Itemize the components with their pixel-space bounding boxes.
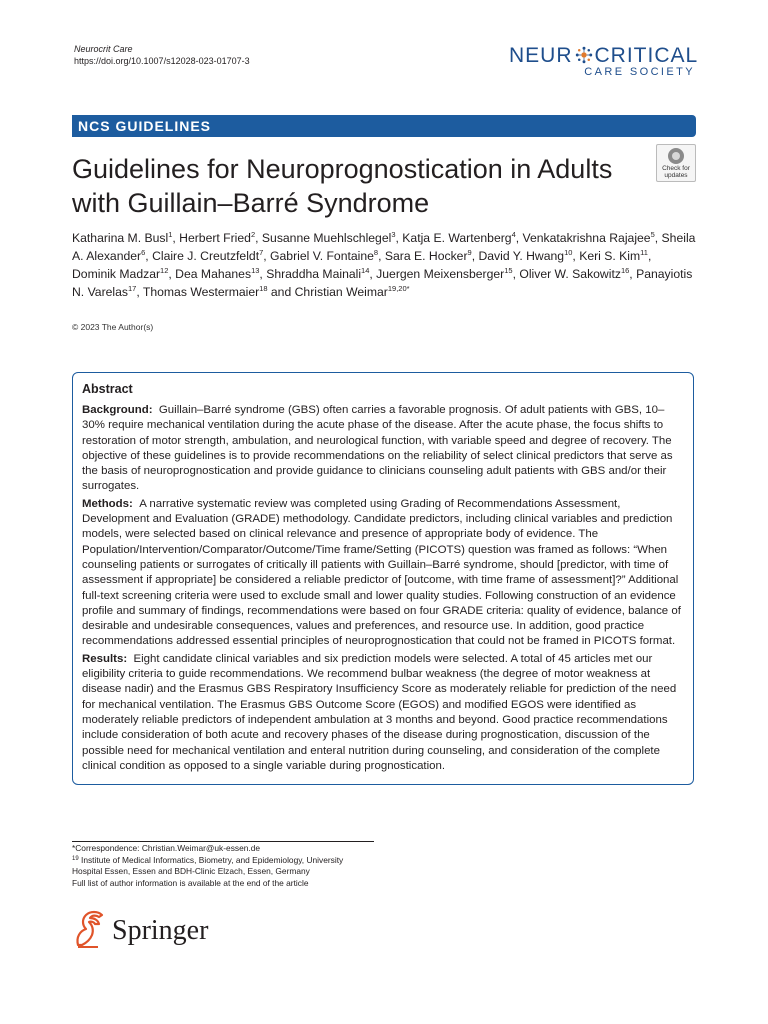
author-affiliation-mark: 13 [251, 266, 260, 275]
author-affiliation-mark: 7 [259, 248, 264, 257]
neurocritical-care-society-logo [509, 44, 699, 80]
author-affiliation-mark: 11 [640, 248, 648, 257]
author-affiliation-mark: 15 [504, 266, 513, 275]
abstract-label-methods: Methods: [82, 497, 133, 510]
abstract-background [82, 403, 686, 495]
abstract-text-results: Eight candidate clinical variables and six prediction models were selected. A total of 45 articles met our eligibility criteria to guide recommendations. We recommend bulbar weakness (the degree of motor weakness at disease nadir) and the Erasmus GBS Respiratory Insufficiency Score as moderately reliable for prediction of the need for mechanical ventilation. The Erasmus GBS Outcome Score (EGOS) and modified EGOS were identified as moderately reliable predictors of independent ambulation at 3 months and beyond. Good practice recommendations include consideration of both acute and recovery phases of the disease during prognostication, discussion of the possible need for mechanical ventilation and enteral nutrition during counseling, and consideration of the complete clinical condition as opposed to a single variable during prognostication. [82, 652, 677, 772]
author-name: Dea Mahanes [175, 267, 252, 281]
check-updates-line2: updates [664, 172, 688, 179]
section-label: NCS GUIDELINES [78, 118, 212, 134]
affiliation-line-2: Hospital Essen, Essen and BDH-Clinic Elzach, Essen, Germany [72, 866, 310, 877]
abstract-box [72, 372, 694, 785]
author-affiliation-mark: 18 [259, 284, 268, 293]
abstract-text-background: Guillain–Barré syndrome (GBS) often carries a favorable prognosis. Of adult patients with GBS, 10–30% require mechanical ventilation during the acute phase of the disease. After the acute phase, the focus shifts to restoration of motor strength, ambulation, and neurological function, with variable speed and degree of recovery. The objective of these guidelines is to provide recommendations on the reliability of select clinical predictors that serve as the basis of neuroprognostication and provide guidance to clinicians counseling adult patients with GBS and/or their surrogates. [82, 404, 673, 493]
copyright-notice: © 2023 The Author(s) [72, 322, 154, 332]
article-title: Guidelines for Neuroprognostication in Adults with Guillain–Barré Syndrome [72, 154, 613, 218]
author-affiliation-mark: 17 [128, 284, 137, 293]
author-name: Sara E. Hocker [384, 249, 468, 263]
author-affiliation-mark: 14 [361, 266, 370, 275]
publisher-name: Springer [112, 915, 209, 946]
author-name: Dominik Madzar [72, 267, 161, 281]
journal-name: Neurocrit Care [74, 44, 133, 54]
abstract-methods [82, 497, 686, 650]
author-affiliation-mark: 10 [564, 248, 573, 257]
author-affiliation-mark: 6 [141, 248, 146, 257]
author-info-note: Full list of author information is available at the end of the article [72, 877, 309, 888]
author-name: Thomas Westermaier [142, 285, 260, 299]
check-for-updates-badge[interactable] [656, 144, 696, 182]
brain-network-icon [575, 46, 593, 64]
author-affiliation-mark: 8 [373, 248, 379, 257]
correspondence-email[interactable]: *Correspondence: Christian.Weimar@uk-essen.de [72, 843, 261, 853]
author-name: Sheila A. Alexander [72, 231, 696, 263]
logo-subtitle: CARE SOCIETY [584, 66, 695, 78]
author-name: Susanne Muehlschlegel [261, 231, 392, 245]
check-updates-line1: Check for [662, 165, 690, 172]
crossmark-icon [668, 148, 684, 164]
affiliation-mark: 19 [72, 855, 79, 862]
author-name: Panayiotis N. Varelas [72, 267, 693, 299]
author-name: Christian Weimar [294, 285, 388, 299]
author-affiliation-mark: 19,20* [387, 284, 410, 293]
author-affiliation-mark: 16 [620, 266, 630, 275]
section-banner [72, 115, 696, 137]
author-affiliation-mark: 12 [160, 266, 169, 275]
author-name: Oliver W. Sakowitz [519, 267, 621, 281]
author-name: Shraddha Mainali [266, 267, 362, 281]
abstract-body [82, 403, 686, 776]
author-affiliation-mark: 4 [511, 230, 516, 239]
author-list: Katharina M. Busl$^1$, Herbert Fried$^2$, Susanne Muehlschlegel$^3$, Katja E. Wartenberg$^4$, Venkatakrishna Rajajee$^5$, Sheila A. Alexander$^6$, Claire J. Creutzfeldt$^7$, Gabriel V. Fontaine$^8$, Sara E. Hocker$^9$, David Y. Hwang$^{10}$, Keri S. Kim$^{11}$, Dominik Madzar$^{12}$, Dea Mahanes$^{13}$, Shraddha Mainali$^{14}$, Juergen Meixensberger$^{15}$, Oliver W. Sakowitz$^{16}$, Panayiotis N. Varelas$^{17}$, Thomas Westermaier$^{18}$ and Christian Weimar$^{19,20*}$ [72, 230, 696, 299]
abstract-text-methods: A narrative systematic review was completed using Grading of Recommendations Assessment, Development and Evaluation (GRADE) methodology. Candidate predictors, including clinical variables and prediction models, were selected based on clinical relevance and presence of appropriate body of evidence. The Population/Intervention/Comparator/Outcome/Time frame/Setting (PICOTS) question was framed as follows: “When counseling patients or surrogates of critically ill patients with Guillain–Barré syndrome, should [predictor, with time of assessment if appropriate] be considered a reliable predictor of [outcome, with time frame of assessment]?” Additional full-text screening criteria were used to exclude small and lower quality studies. Following construction of an evidence profile and summary of findings, recommendations were based on four GRADE criteria: quality of evidence, balance of desirable and undesirable consequences, values and preferences, and resource use. In addition, good practice recommendations addressed essential principles of neuroprognostication that could not be framed in PICOTS format. [82, 497, 681, 648]
footnotes [72, 843, 392, 889]
doi-link[interactable]: https://doi.org/10.1007/s12028-023-01707-3 [74, 56, 250, 66]
author-affiliation-mark: 2 [250, 230, 256, 239]
author-name: Juergen Meixensberger [376, 267, 505, 281]
author-affiliation-mark: 9 [467, 248, 472, 257]
abstract-label-results: Results: [82, 652, 128, 665]
affiliation-line-1: $^{19}$ Institute of Medical Informatics, Biometry, and Epidemiology, University [72, 854, 344, 865]
author-name: David Y. Hwang [478, 249, 565, 263]
abstract-results [82, 652, 686, 774]
logo-word-neur: NEUR [509, 44, 573, 67]
springer-horse-icon [72, 909, 108, 949]
logo-word-critical: CRITICAL [594, 44, 699, 67]
author-name: Katharina M. Busl [72, 231, 169, 245]
footnote-divider [72, 841, 374, 842]
author-name: Herbert Fried [179, 231, 251, 245]
author-name: Venkatakrishna Rajajee [522, 231, 651, 245]
author-name: Gabriel V. Fontaine [270, 249, 374, 263]
author-name: Katja E. Wartenberg [402, 231, 512, 245]
abstract-label-background: Background: [82, 404, 153, 416]
author-name: Keri S. Kim [579, 249, 641, 263]
author-affiliation-mark: 5 [650, 230, 655, 239]
author-affiliation-mark: 1 [168, 230, 173, 239]
author-affiliation-mark: 3 [391, 230, 396, 239]
author-name: Claire J. Creutzfeldt [152, 249, 260, 263]
abstract-heading: Abstract [82, 382, 133, 396]
springer-logo [72, 909, 222, 951]
